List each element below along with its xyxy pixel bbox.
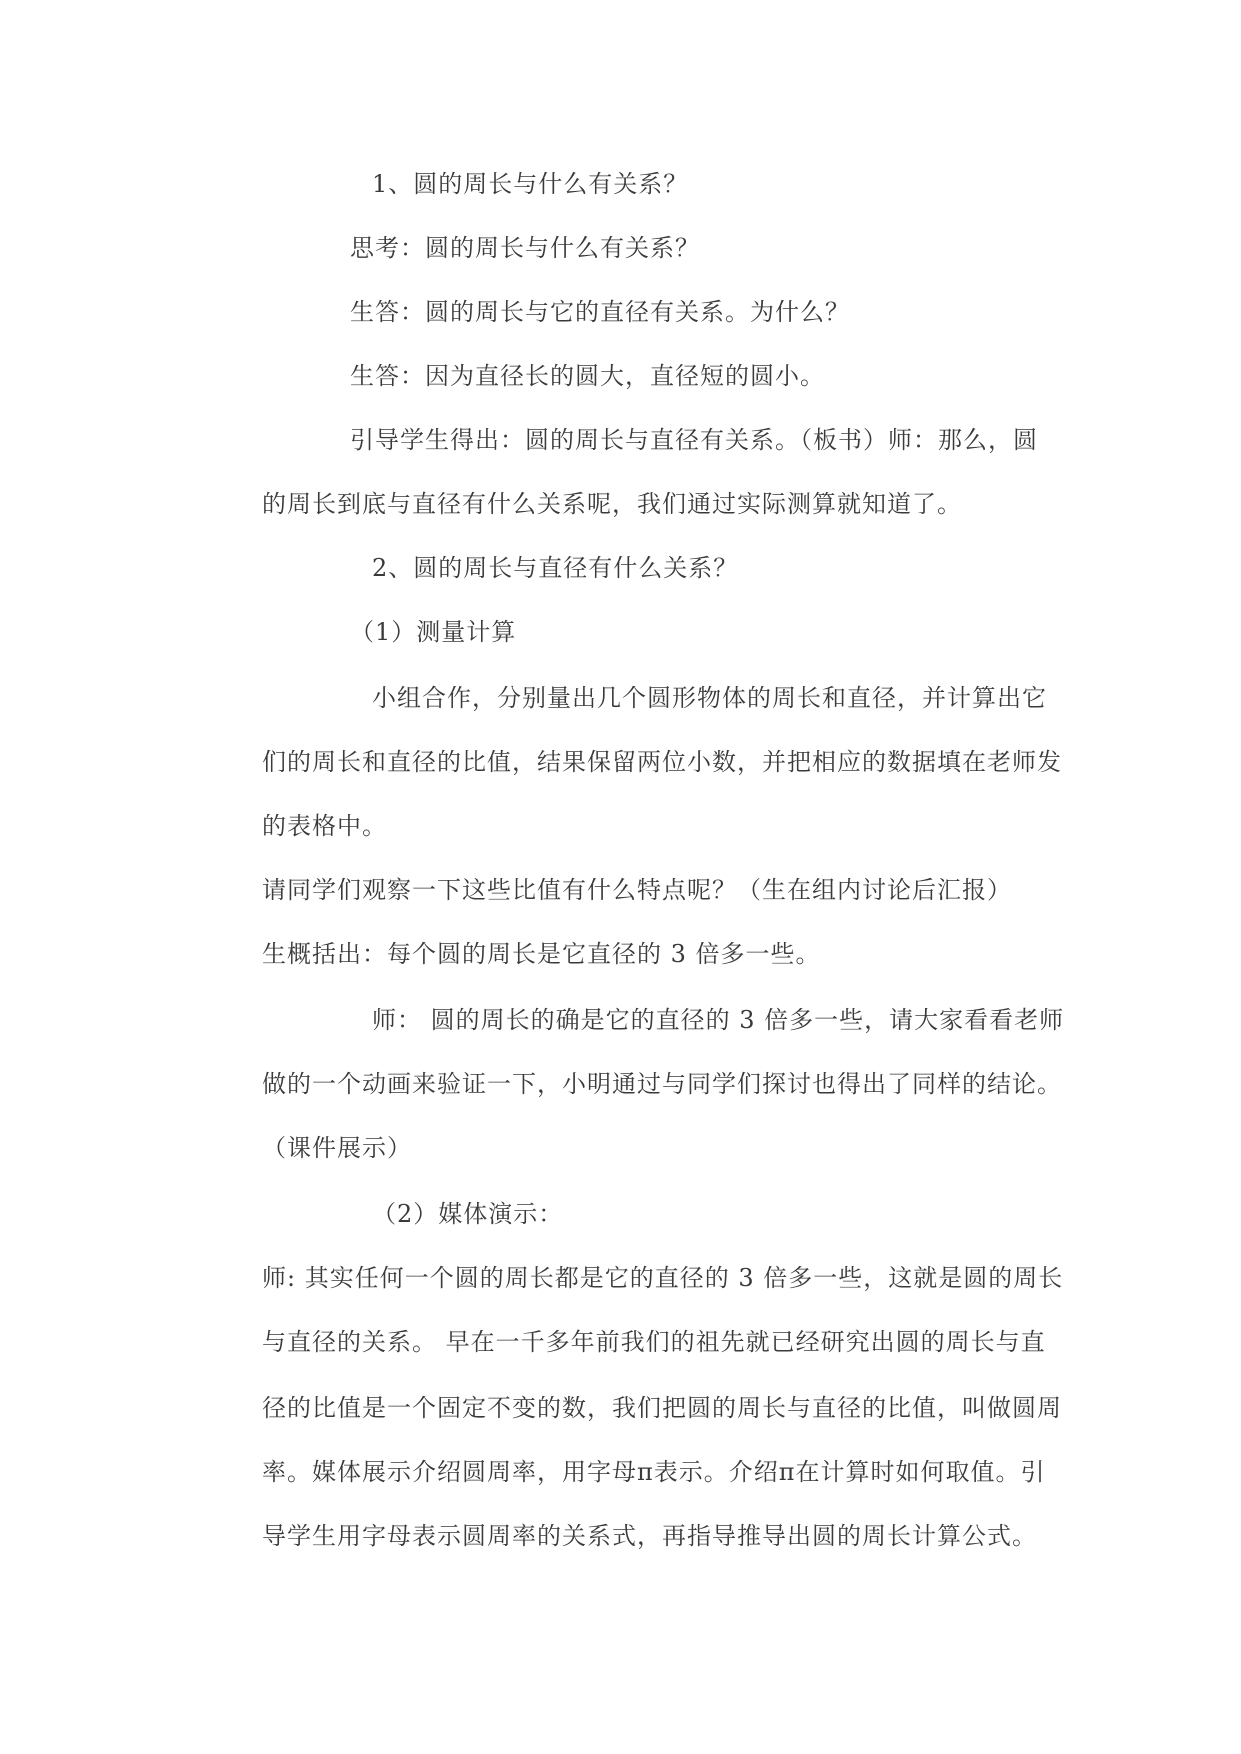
paragraph-line: 与直径的关系。 早在一千多年前我们的祖先就已经研究出圆的周长与直	[262, 1328, 1046, 1356]
paragraph-line: 做的一个动画来验证一下，小明通过与同学们探讨也得出了同样的结论。	[262, 1070, 1062, 1098]
paragraph-line: 径的比值是一个固定不变的数，我们把圆的周长与直径的比值，叫做圆周	[262, 1394, 1062, 1422]
heading-2: 2、圆的周长与直径有什么关系？	[372, 554, 739, 582]
paragraph-line: 导学生用字母表示圆周率的关系式，再指导推导出圆的周长计算公式。	[262, 1522, 1037, 1550]
paragraph-line: 们的周长和直径的比值，结果保留两位小数，并把相应的数据填在老师发	[262, 748, 1062, 776]
paragraph-line: 师： 圆的周长的确是它的直径的 3 倍多一些，请大家看看老师	[372, 1006, 1065, 1034]
subheading: （1）测量计算	[350, 618, 517, 646]
subheading: （2）媒体演示：	[372, 1200, 564, 1228]
paragraph-line: 生答：因为直径长的圆大，直径短的圆小。	[350, 362, 825, 390]
paragraph-line: 小组合作，分别量出几个圆形物体的周长和直径，并计算出它	[372, 684, 1047, 712]
paragraph-line: 思考：圆的周长与什么有关系？	[350, 234, 700, 262]
paragraph-line: 的周长到底与直径有什么关系呢，我们通过实际测算就知道了。	[262, 490, 962, 518]
paragraph-line: 师: 其实任何一个圆的周长都是它的直径的 3 倍多一些，这就是圆的周长	[262, 1264, 1064, 1292]
paragraph-line: 请同学们观察一下这些比值有什么特点呢？（生在组内讨论后汇报）	[262, 876, 1012, 904]
paragraph-line: 生概括出：每个圆的周长是它直径的 3 倍多一些。	[262, 940, 821, 968]
paragraph-line: 生答：圆的周长与它的直径有关系。为什么？	[350, 298, 850, 326]
heading-1: 1、圆的周长与什么有关系？	[372, 170, 689, 198]
paragraph-line: 引导学生得出：圆的周长与直径有关系。（板书）师：那么，圆	[350, 426, 1038, 454]
paragraph-line: 的表格中。	[262, 812, 387, 840]
paragraph-line: （课件展示）	[262, 1134, 412, 1162]
paragraph-line: 率。媒体展示介绍圆周率，用字母π表示。介绍π在计算时如何取值。引	[262, 1458, 1046, 1486]
